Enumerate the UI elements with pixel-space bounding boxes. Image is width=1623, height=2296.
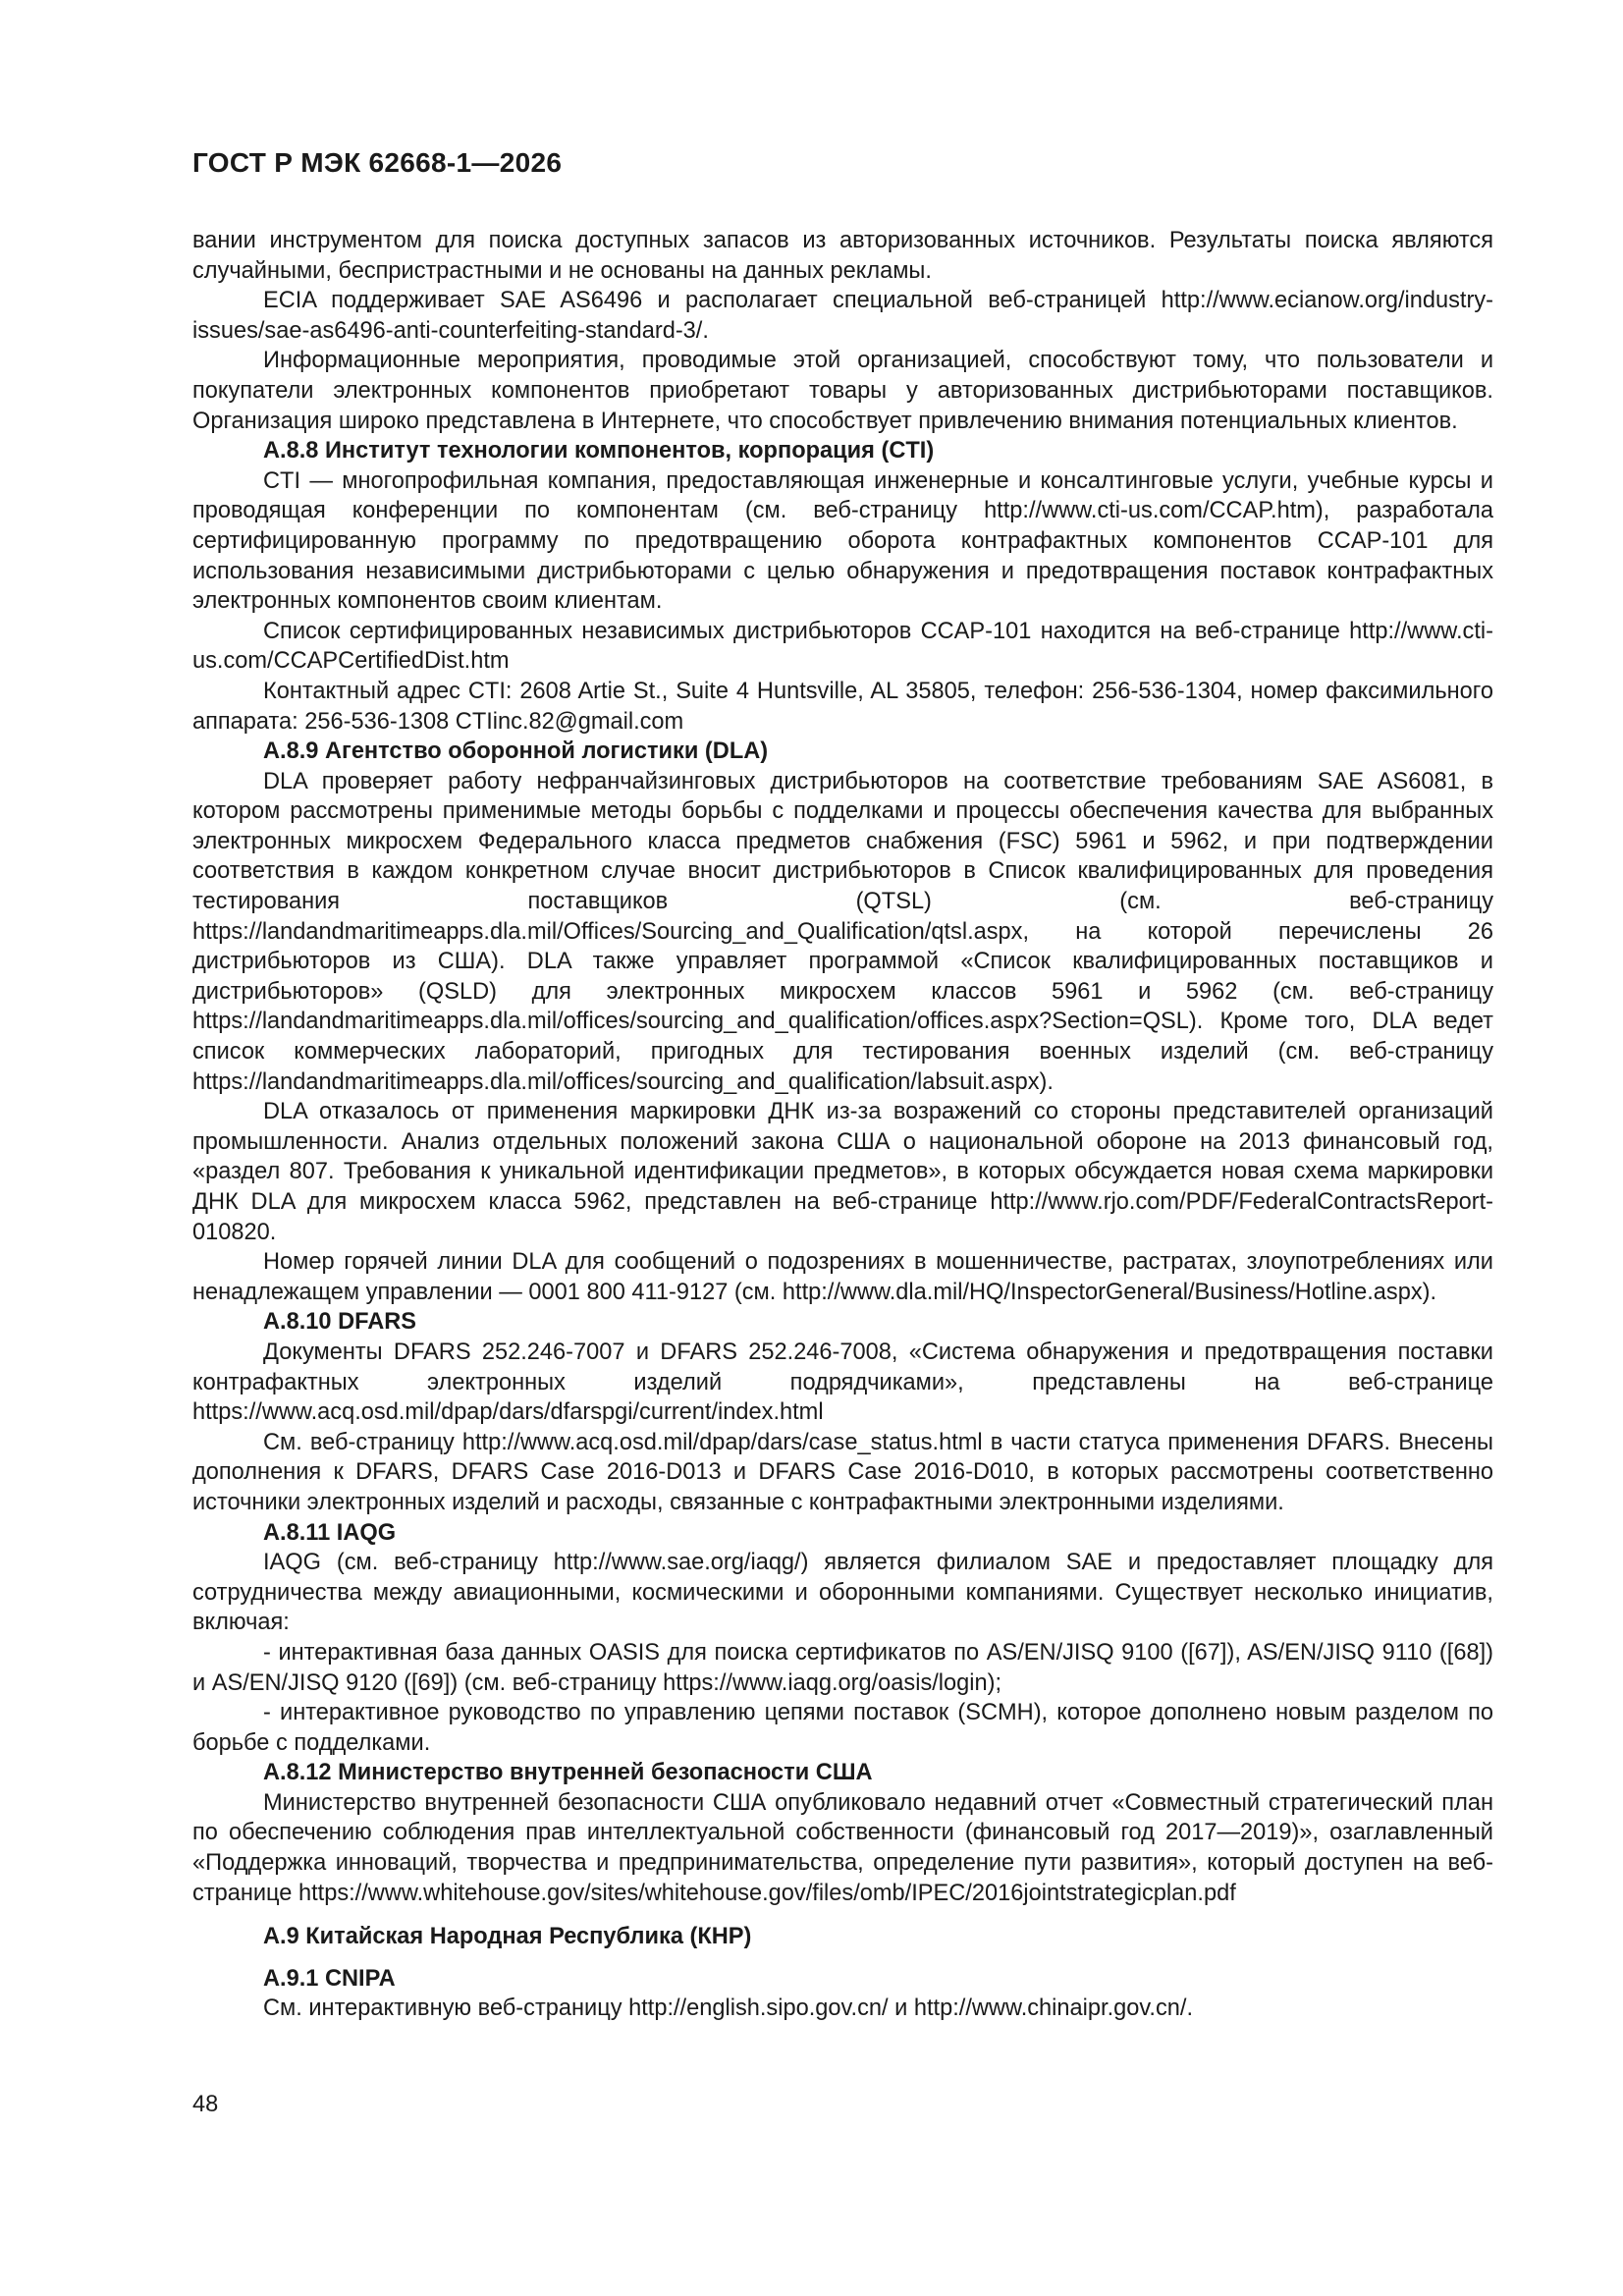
paragraph: IAQG (см. веб-страницу http://www.sae.org/iaqg/) является филиалом SAE и предоставляет площадку для сотрудничества между авиационными, космическими и оборонными компаниями. Существует несколько инициатив, включая:	[192, 1550, 1493, 1636]
paragraph: вании инструментом для поиска доступных запасов из авторизованных источников. Результаты поиска являются случайными, беспристрастными и не основаны на данных рекламы.	[192, 228, 1493, 284]
section-heading-a-9: А.9 Китайская Народная Республика (КНР)	[263, 1924, 752, 1950]
paragraph: Контактный адрес CTI: 2608 Artie St., Suite 4 Huntsville, AL 35805, телефон: 256-536-1304, номер факсимильного аппарата: 256-536-1308 CTIinc.82@gmail.com	[192, 678, 1493, 735]
section-heading-a-8-10: А.8.10 DFARS	[263, 1309, 417, 1336]
paragraph: См. веб-страницу http://www.acq.osd.mil/dpap/dars/case_status.html в части статуса применения DFARS. Внесены дополнения к DFARS, DFARS Case 2016-D013 и DFARS Case 2016-D010, в которых рассмотрены соответственно источники электронных изделий и расходы, связанные с контрафактными электронными изделиями.	[192, 1429, 1493, 1515]
list-item: - интерактивная база данных OASIS для поиска сертификатов по AS/EN/JISQ 9100 ([67]), AS/EN/JISQ 9110 ([68]) и AS/EN/JISQ 9120 ([69]) (см. веб-страницу https://www.iaqg.org/oasis/login);	[192, 1639, 1493, 1696]
paragraph: DLA проверяет работу нефранчайзинговых дистрибьюторов на соответствие требованиям SAE AS6081, в котором рассмотрены применимые методы борьбы с подделками и процессы обеспечения качества для выбранных электронных микросхем Федерального класса предметов снабжения (FSC) 5961 и 5962, и при подтверждении соответствия в каждом конкретном случае вносит дистрибьюторов в Список квалифицированных для проведения тестирования поставщиков (QTSL) (см. веб-страницу https://landandmaritimeapps.dla.mil/Offices/Sourcing_and_Qualification/qtsl.aspx, на которой перечислены 26 дистрибьюторов из США). DLA также управляет программой «Список квалифицированных поставщиков и дистрибьюторов» (QSLD) для электронных микросхем классов 5961 и 5962 (см. веб-страницу https://landandmaritimeapps.dla.mil/offices/sourcing_and_qualification/offices.aspx?Section=QSL). Кроме того, DLA ведет список коммерческих лабораторий, пригодных для тестирования военных изделий (см. веб-страницу https://landandmaritimeapps.dla.mil/offices/sourcing_and_qualification/labsuit.aspx).	[192, 768, 1493, 1095]
section-heading-a-8-9: А.8.9 Агентство оборонной логистики (DLA)	[263, 738, 769, 765]
page-number: 48	[192, 2092, 219, 2117]
paragraph: Номер горячей линии DLA для сообщений о подозрениях в мошенничестве, растратах, злоупотреблениях или ненадлежащем управлении — 0001 800 411-9127 (см. http://www.dla.mil/HQ/InspectorGeneral/Business/Hotline.aspx).	[192, 1249, 1493, 1305]
section-heading-a-8-8: А.8.8 Институт технологии компонентов, корпорация (CTI)	[263, 438, 935, 465]
paragraph: CTI — многопрофильная компания, предоставляющая инженерные и консалтинговые услуги, учебные курсы и проводящая конференции по компонентам (см. веб-страницу http://www.cti-us.com/CCAP.htm), разработала сертифицированную программу по предотвращению оборота контрафактных компонентов CCAP-101 для использования независимыми дистрибьюторами с целью обнаружения и предотвращения поставок контрафактных электронных компонентов своим клиентам.	[192, 467, 1493, 615]
paragraph: См. интерактивную веб-страницу http://english.sipo.gov.cn/ и http://www.chinaipr.gov.cn/.	[263, 1995, 1194, 2022]
paragraph: Список сертифицированных независимых дистрибьюторов CCAP-101 находится на веб-странице http://www.cti-us.com/CCAPCertifiedDist.htm	[192, 618, 1493, 675]
document-header: ГОСТ Р МЭК 62668-1—2026	[192, 147, 563, 178]
paragraph: Информационные мероприятия, проводимые этой организацией, способствуют тому, что пользователи и покупатели электронных компонентов приобретают товары у авторизованных дистрибьюторами поставщиков. Организация широко представлена в Интернете, что способствует привлечению внимания потенциальных клиентов.	[192, 348, 1493, 434]
section-heading-a-8-12: А.8.12 Министерство внутренней безопасности США	[263, 1760, 873, 1786]
paragraph: Документы DFARS 252.246-7007 и DFARS 252.246-7008, «Система обнаружения и предотвращения поставки контрафактных электронных изделий подрядчиками», представлены на веб-странице https://www.acq.osd.mil/dpap/dars/dfarspgi/current/index.html	[192, 1339, 1493, 1426]
section-heading-a-8-11: А.8.11 IAQG	[263, 1519, 397, 1546]
paragraph: DLA отказалось от применения маркировки ДНК из-за возражений со стороны представителей организаций промышленности. Анализ отдельных положений закона США о национальной обороне на 2013 финансовый год, «раздел 807. Требования к уникальной идентификации предметов», в которых обсуждается новая схема маркировки ДНК DLA для микросхем класса 5962, представлен на веб-странице http://www.rjo.com/PDF/FederalContractsReport-010820.	[192, 1099, 1493, 1245]
list-item: - интерактивное руководство по управлению цепями поставок (SCMH), которое дополнено новым разделом по борьбе с подделками.	[192, 1700, 1493, 1756]
document-body	[192, 226, 1493, 2024]
paragraph: ECIA поддерживает SAE AS6496 и располагает специальной веб-страницей http://www.ecianow.org/industry-issues/sae-as6496-anti-counterfeiting-standard-3/.	[192, 288, 1493, 344]
paragraph: Министерство внутренней безопасности США опубликовало недавний отчет «Совместный стратегический план по обеспечению соблюдения прав интеллектуальной собственности (финансовый год 2017—2019)», озаглавленный «Поддержка инноваций, творчества и предпринимательства, определение пути развития», который доступен на веб-странице https://www.whitehouse.gov/sites/whitehouse.gov/files/omb/IPEC/2016jointstrategicplan.pdf	[192, 1789, 1493, 1906]
section-heading-a-9-1: А.9.1 CNIPA	[263, 1965, 396, 1992]
